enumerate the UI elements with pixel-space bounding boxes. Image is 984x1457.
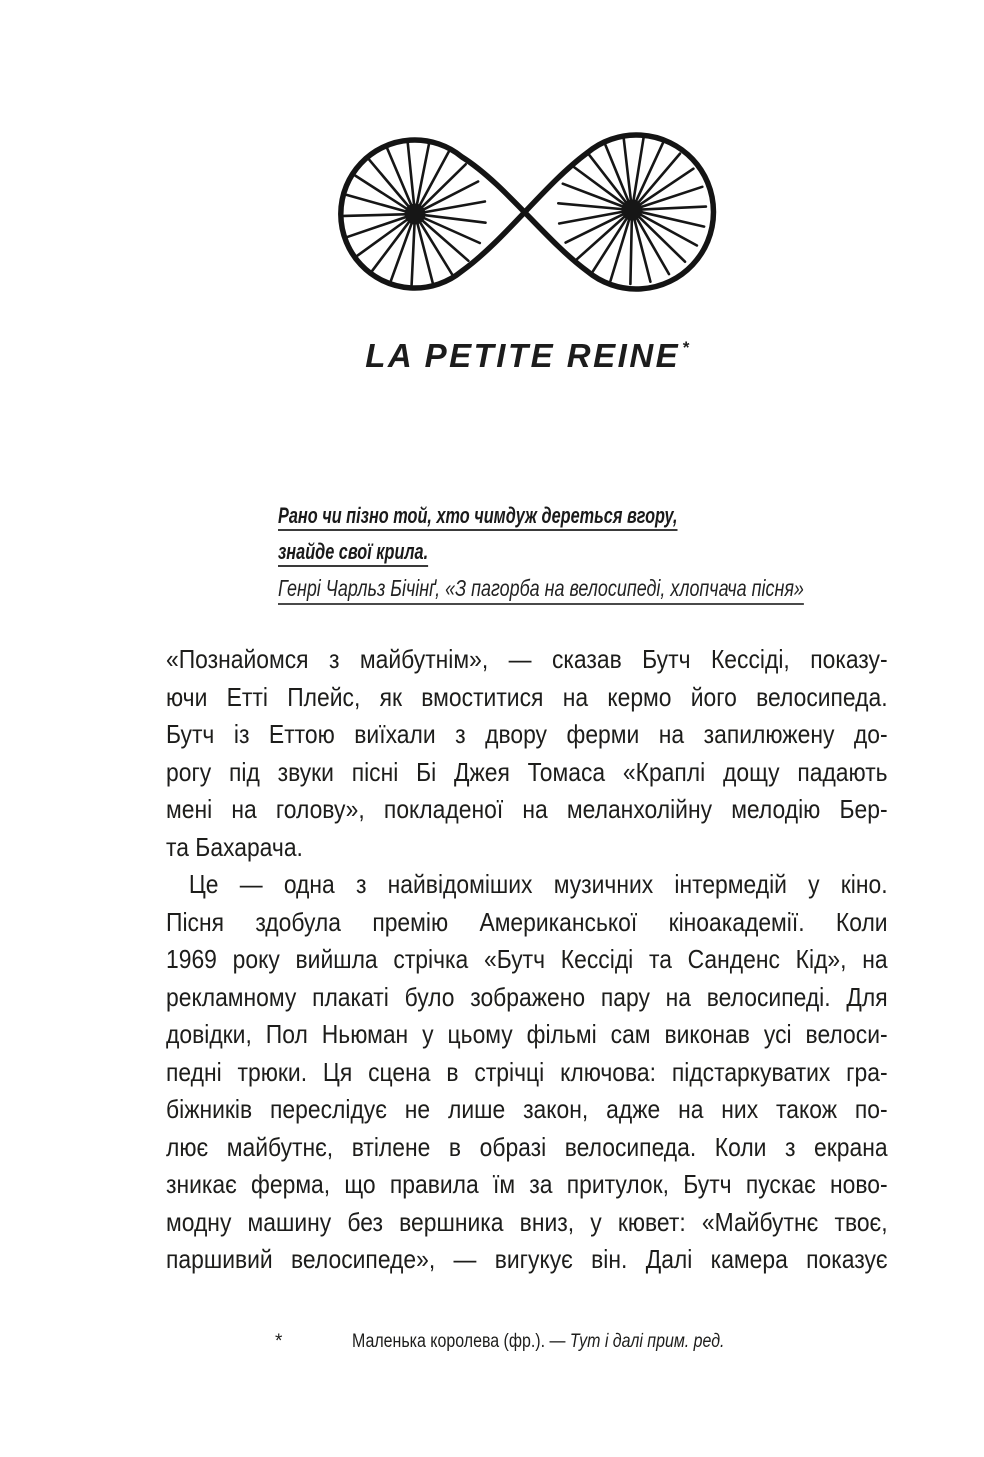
- wheel-spoke: [412, 220, 415, 285]
- body-line: паршивий велосипеде», — вигукує він. Далі камера показує: [166, 1244, 888, 1274]
- wheel-spoke: [638, 207, 706, 210]
- body-line: мені на голову», покладеної на меланхолійну мелодію Бер-: [166, 794, 888, 824]
- body-line: модну машину без вершника вниз, у кювет: «Майбутнє твоє,: [166, 1206, 888, 1237]
- footnote-marker: *: [275, 1331, 283, 1352]
- body-line: лює майбутнє, втілене в образі велосипеда. Коли з екрана: [166, 1131, 888, 1162]
- left-wheel-hub: [405, 204, 426, 225]
- epigraph-quote: [278, 498, 918, 570]
- wheel-spoke: [637, 169, 693, 207]
- body-line: педні трюки. Ця сцена в стрічці ключова: підстаркуватих гра-: [166, 1056, 888, 1087]
- footnote-text: [352, 1329, 724, 1355]
- epigraph-line: Рано чи пізно той, хто чимдуж дереться вгору,: [278, 503, 678, 528]
- body-line: рекламному плакаті було зображено пару на велосипеді. Для: [166, 981, 888, 1012]
- wheel-spoke: [419, 164, 465, 210]
- epigraph: [278, 498, 918, 606]
- right-wheel-hub: [622, 200, 643, 221]
- chapter-title: [166, 337, 888, 375]
- body-line: зникає ферма, що правила їм за притулок, Бутч пускає ново-: [166, 1169, 888, 1199]
- body-text: [166, 641, 888, 1279]
- body-line: Бутч із Еттою виїхали з двору ферми на запилюжену до-: [166, 719, 888, 749]
- wheel-spoke: [630, 216, 632, 284]
- wheel-spoke: [573, 166, 628, 206]
- paragraph: [166, 866, 888, 1279]
- body-line: Це — одна з найвідоміших музичних інтермедій у кіно.: [188, 869, 888, 899]
- wheel-spoke: [587, 152, 629, 206]
- bicycle-wheels-infinity-icon: [325, 118, 735, 308]
- title-footnote-marker: *: [682, 338, 689, 357]
- epigraph-attribution: Генрі Чарльз Бічінґ, «З пагорба на велосипеді, хлопчача пісня»: [278, 575, 804, 601]
- body-line: «Познайомся з майбутнім», — сказав Бутч Кессіді, показу-: [166, 644, 888, 674]
- body-line: біжників переслідує не лише закон, адже на них також по-: [166, 1094, 888, 1124]
- chapter-title-text: LA PETITE REINE: [365, 337, 681, 374]
- body-line: рогу під звуки пісні Бі Джея Томаса «Краплі дощу падають: [166, 756, 888, 787]
- body-line: довідки, Пол Ньюман у цьому фільмі сам виконав усі велоси-: [166, 1019, 888, 1049]
- footnote-text-regular: Маленька королева (фр.). —: [352, 1331, 570, 1352]
- wheel-spoke: [344, 214, 409, 216]
- wheel-spoke: [592, 215, 629, 272]
- footnote: [166, 1329, 984, 1355]
- body-line: 1969 року вийшла стрічка «Бутч Кессіді та Санденс Кід», на: [166, 944, 888, 974]
- footnote-text-italic: Тут і далі прим. ред.: [569, 1331, 725, 1352]
- paragraph: [166, 641, 888, 866]
- wheel-spoke: [420, 218, 469, 261]
- body-line: та Бахарача.: [166, 831, 303, 862]
- body-line: Пісня здобула премію Американської кіноакадемії. Коли: [166, 906, 888, 937]
- epigraph-line: знайде свої крила.: [278, 539, 429, 564]
- body-line: ючи Етті Плейс, як вмоститися на кермо його велосипеда.: [166, 681, 888, 712]
